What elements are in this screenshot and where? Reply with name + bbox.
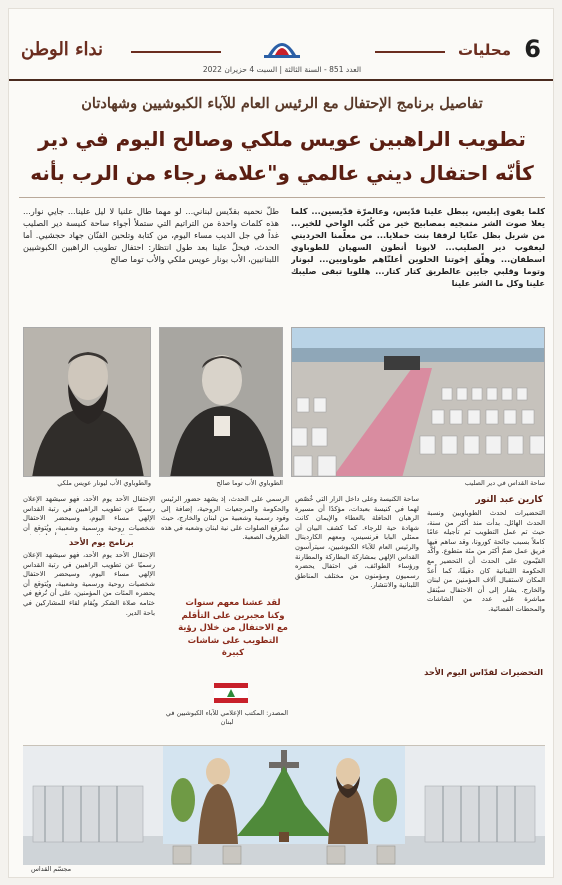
kicker-headline: تفاصيل برنامج الإحتفال مع الرئيس العام للآباء الكبوشيين وشهادتان	[81, 95, 483, 112]
section-rule	[375, 51, 445, 53]
issue-line: العدد 851 - السنة الثالثة | السبت 4 حزيران 2022	[202, 65, 362, 74]
newspaper-logo-icon	[264, 29, 300, 59]
body-column-3: الرسمي على الحدث، إذ يشهد حضور الرئيس والحكومة والمرجعيات الروحية، إضافة إلى وفود رسمية وشعبية من لبنان والخارج، حيث ستُرفع الصلوات على نية لبنان وشعبه في هذه الظروف الصعبة.	[161, 495, 289, 542]
author-byline: كارين عبد النور	[475, 495, 543, 505]
portrait-toma-caption: الطوباوي الأب توما صالح	[216, 479, 283, 487]
altar-illustration	[23, 745, 545, 865]
portrait-leonard-melki	[23, 327, 151, 477]
body-column-4-intro: الإحتفال الأحد يوم الأحد، فهو سيشهد الإعلان رسميًا عن تطويب الراهبين في رتبة القداس الإلهي مساء اليوم، وسيحضر الاحتفال شخصيات روحية ورسمية وشعبية، ويُتوقع أن	[23, 495, 155, 532]
lebanon-flag-icon	[214, 683, 248, 703]
body-column-4: الإحتفال الأحد يوم الأحد، فهو سيشهد الإعلان رسميًا عن تطويب الراهبين في رتبة القداس الإلهي مساء اليوم، وسيحضر الاحتفال شخصيات روحية ورسمية وشعبية، ويُتوقع أن يحضره المئات من المؤمنين، على أن تُرفع في ختامه صلاة الشكر ويُقام لقاء للمشاركين في باحة الدير.	[23, 551, 155, 617]
masthead	[9, 9, 554, 81]
illustration-caption: مجسّم القداس	[31, 865, 72, 873]
body-column-2: ساحة الكنيسة وعلى داخل الزار التي خُصّص لهما في كنيسة بعبدات، مؤكدًا أن مسيرة الرهبان الحافلة بالعطاء والإيمان كانت شهادة حية للرجاء. كما كشف البيان أن ممثلي البابا فرنسيس، ومعهم الكاردينال والرئيس العام للآباء الكبوشيين، سيترأسون القداس الإلهي بمشاركة البطاركة والمطارنة ورؤساء الطوائف، في احتفال يحضره رسميون ومؤمنون من مختلف المناطق اللبنانية والانتشار.	[295, 495, 419, 590]
brand-rule	[131, 51, 221, 53]
newspaper-page	[8, 8, 554, 878]
stadium-photo	[291, 327, 545, 477]
portrait-leonard-caption: والطوباوي الأب ليونار عويس ملكي	[57, 479, 151, 487]
pull-quote: لقد عشنا معهم سنوات وكنا مجبرين على التأقلم مع الاحتفال من خلال رؤية التطويب على شاشات كبيرة	[178, 598, 288, 658]
portrait-toma-saleh	[159, 327, 283, 477]
lead-poem: كلما يقوى إبليس، يبطل علينا قدّيس، وعالمرّة قدّيسين... كلما يعلا صوت الشر منمجيه بمصابيح خير من كُتُب الواحي للخير... من شربل بظل عنّايا لرفقا بنت حملايا... من معلّمنا الحرديني ليعقوب دير الصليب... لابونا أنطون السهيان للطوباوي اسطفان... وهلّق إخوتنا الحلوين أعلنّاهم طوباويين... لبونار وتوما وقلبي جايين عالطريق كتار كتار... هللويا تبقى صليبك علينا وكل ما الشر علينا	[291, 206, 545, 288]
main-headline-line-1: تطويب الراهبين عويس ملكي وصالح اليوم في دير	[38, 127, 526, 151]
main-headline-line-2: كأنّه احتفال ديني عالمي و"علامة رجاء من الرب بأنه	[30, 161, 534, 185]
headline-rule	[19, 197, 545, 198]
subhead-preparations: التحضيرات لقدّاس اليوم الأحد	[424, 667, 543, 677]
stadium-caption: ساحة القداس في دير الصليب	[464, 479, 545, 487]
page-number: 6	[524, 35, 541, 63]
photo-credit: المصدر: المكتب الإعلامي للآباء الكبوشيين في لبنان	[165, 709, 289, 726]
lead-intro: طلّ نحميه بقدّيس لبناني... لو مهما طال علنيا لا ليل علينا... جايي نوار... هذه كلمات واحدة من التراتيم التي ستملأ أجواء ساحة كنيسة دير الصليب غداً في جل الديب مساء اليوم، من كتابة وتلحين الفنّان جهاد حجشيي. أما الحدث، فيحلّ علينا بعد طول انتظار: احتفال تطويب الراهبين الكبوشيين اللبنانيين، الأب بونار عويس ملكي والأب توما صالح	[23, 206, 279, 264]
body-column-1: التحضيرات لحدث الطوباويين ونسبة الحدث الهائل. بدأت منذ أكثر من سنة، حيث تم عمل التطويب ثم تأجيله عامًا كاملاً بسبب جائحة كورونا، وقد ساهم فيها فريق عمل ضمّ أكثر من مئة متطوع. وأكّد القيّمون على الحدث أن التحضير مع الحكومة اللبنانية كان دقيقًا، كما أُعدّ المكان لاستقبال آلاف المؤمنين من لبنان والخارج. يشار إلى أن الاحتفال سيُنقل مباشرة على عدد من الشاشات والمحطات الفضائية.	[427, 509, 545, 613]
brand-name: نداء الوطن	[21, 39, 104, 60]
section-title: محليات	[457, 41, 511, 59]
subhead-sunday-program: برنامج يوم الأحد	[69, 537, 134, 547]
